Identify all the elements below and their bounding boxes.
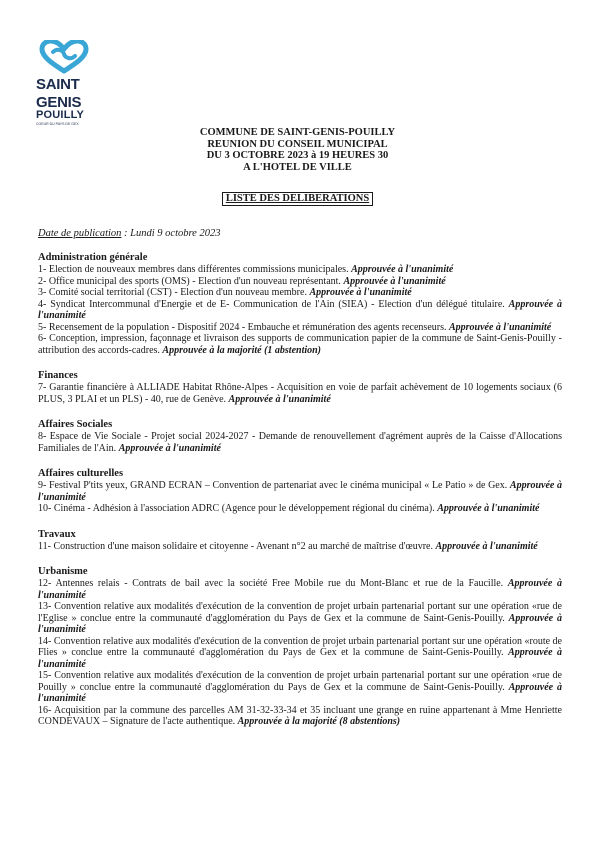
deliberation-item [38,287,562,299]
item-text: 2- Office municipal des sports (OMS) - Election d'un nouveau représentant. [38,275,344,287]
deliberation-item [38,578,562,601]
item-status: Approuvée à l'unanimité [228,393,331,405]
item-status: Approuvée à l'unanimité [38,480,562,503]
deliberation-item [38,333,562,356]
section-finances [38,370,562,405]
item-status: Approuvée à l'unanimité [38,578,562,601]
section-title: Travaux [38,528,76,540]
item-status: Approuvée à l'unanimité [309,287,412,298]
item-text: 14- Convention relative aux modalités d'exécution de la convention de projet urbain partenarial portant sur une opération «route de Flies » conclue entre la communauté d'agglomération du Pays de Gex et la commune de Saint-Genis-Pouilly. [38,635,562,658]
logo-text-genis: GENIS [36,94,82,111]
item-status: Approuvée à l'unanimité [435,540,538,552]
list-title: LISTE DES DELIBERATIONS [222,192,373,206]
publication-date [38,228,220,239]
item-status: Approuvée à l'unanimité [343,275,446,287]
deliberation-item [38,541,562,553]
section-title: Urbanisme [38,566,88,577]
deliberation-item [38,480,562,503]
item-text: 4- Syndicat Intercommunal d'Energie et de E- Communication de l'Ain (SIEA) - Election d'un délégué titulaire. [38,298,509,310]
deliberation-item [38,382,562,405]
item-text: 8- Espace de Vie Sociale - Projet social 2024-2027 - Demande de renouvellement d'agrément auprès de la Caisse d'Allocations Familiales de l'Ain. [38,431,562,454]
deliberation-item [38,431,562,454]
item-status: Approuvée à l'unanimité [351,264,454,275]
header-commune: COMMUNE DE SAINT-GENIS-POUILLY [199,127,396,138]
heart-logo-icon [39,40,89,74]
item-text: 5- Recensement de la population - Dispositif 2024 - Embauche et rémunération des agents recenseurs. [38,321,449,333]
logo-text-saint: SAINT [36,76,80,93]
header-meeting: REUNION DU CONSEIL MUNICIPAL [207,138,388,150]
item-text: 13- Convention relative aux modalités d'exécution de la convention de projet urbain partenarial portant sur une opération «rue de l'Eglise » conclue entre la communauté d'agglomération du Pays de Gex et la commune de Saint-Genis-Pouilly. [38,601,562,624]
list-title-box [0,188,595,206]
logo [36,40,92,126]
deliberations-list [38,252,562,742]
deliberation-item [38,322,562,334]
deliberation-item [38,670,562,705]
item-status: Approuvée à l'unanimité [448,321,552,333]
deliberation-item [38,705,562,728]
logo-text-pouilly: POUILLY [36,109,85,121]
item-text: 9- Festival P'tits yeux, GRAND ECRAN – Convention de partenariat avec le cinéma municipal « Le Patio » de Gex. [38,480,510,491]
item-text: 3- Comité social territorial (CST) - Election d'un nouveau membre. [38,287,310,298]
item-text: 15- Convention relative aux modalités d'exécution de la convention de projet urbain partenarial portant sur une opération «rue de Pouilly » conclue entre la communauté d'agglomération du Pays de Gex et la commune de Saint-Genis-Pouilly. [38,670,562,693]
item-text: 16- Acquisition par la commune des parcelles AM 31-32-33-34 et 35 incluant une grange en ruine appartenant à Mme Henriette CONDEVAUX – Signature de l'acte authentique. [38,704,562,727]
section-urbanisme [38,566,562,728]
section-travaux [38,529,562,553]
document-header [0,127,595,173]
item-status: Approuvée à l'unanimité [38,647,562,670]
header-date: DU 3 OCTOBRE 2023 à 19 HEURES 30 [206,150,389,161]
section-title: Finances [38,370,78,381]
item-text: 10- Cinéma - Adhésion à l'association ADRC (Agence pour le développement régional du cinéma). [38,503,438,514]
item-status: Approuvée à la majorité (8 abstentions) [237,716,401,727]
item-text: 1- Election de nouveaux membres dans différentes commissions municipales. [38,264,352,275]
section-title: Affaires culturelles [38,468,124,479]
header-location: A L'HOTEL DE VILLE [243,161,352,173]
item-text: 6- Conception, impression, façonnage et livraison des supports de communication papier de la commune de Saint-Genis-Pouilly - attribution des accords-cadres. [38,333,562,356]
deliberation-item [38,503,562,515]
item-status: Approuvée à l'unanimité [38,612,562,635]
item-text: 12- Antennes relais - Contrats de bail avec la société Free Mobile rue du Mont-Blanc et rue de la Faucille. [38,578,508,589]
deliberation-item [38,276,562,288]
section-administration [38,252,562,356]
item-status: Approuvée à l'unanimité [118,442,221,454]
item-status: Approuvée à l'unanimité [38,681,562,704]
publication-label: Date de publication [38,228,122,239]
section-affaires-sociales [38,419,562,454]
deliberation-item [38,601,562,636]
item-text: 11- Construction d'une maison solidaire et citoyenne - Avenant n°2 au marché de maîtrise d'œuvre. [38,540,436,552]
section-title: Administration générale [38,252,148,263]
publication-value: : Lundi 9 octobre 2023 [121,228,221,239]
section-affaires-culturelles [38,468,562,515]
deliberation-item [38,636,562,671]
item-status: Approuvée à l'unanimité [437,503,540,514]
item-status: Approuvée à la majorité (1 abstention) [162,344,322,356]
deliberation-item [38,299,562,322]
item-status: Approuvée à l'unanimité [38,298,562,321]
deliberation-item [38,264,562,276]
logo-tagline: COEUR DU PAYS DE GEX [36,122,79,126]
item-text: 7- Garantie financière à ALLIADE Habitat Rhône-Alpes - Acquisition en voie de parfait achèvement de 10 logements sociaux (6 PLUS, 3 PLAI et un PLS) - 40, rue de Genève. [38,382,562,405]
section-title: Affaires Sociales [38,419,113,430]
